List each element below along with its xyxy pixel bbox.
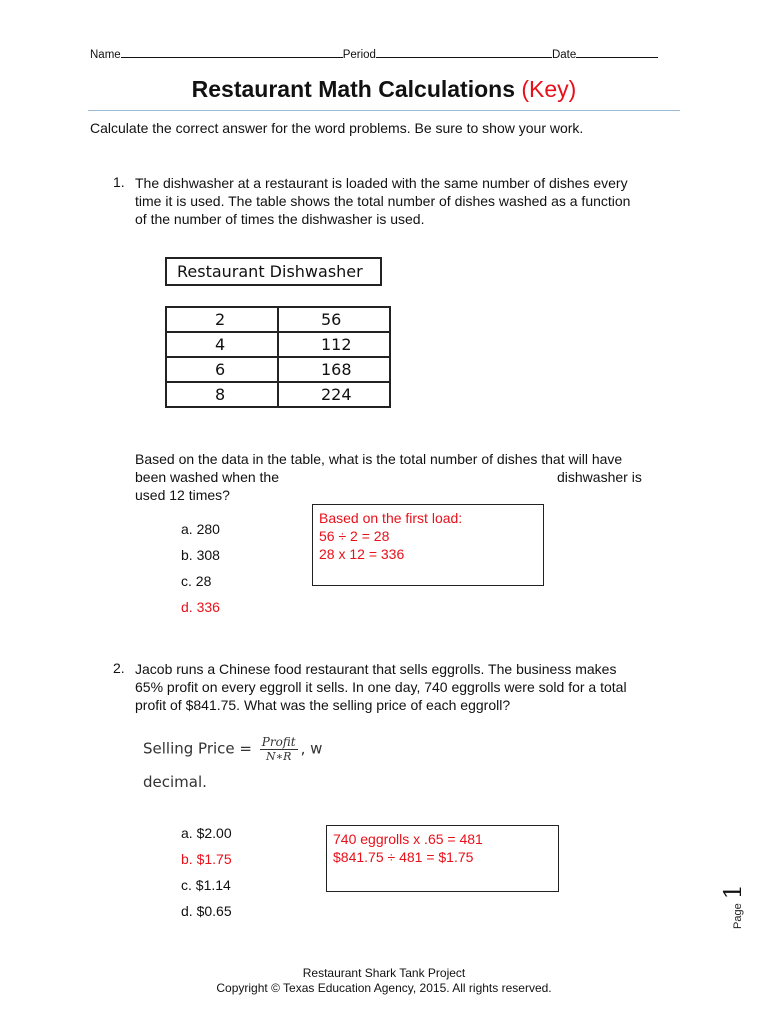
q2-number: 2.	[113, 660, 125, 676]
q1-work-line: 28 x 12 = 336	[319, 546, 405, 562]
table-cell-uses: 2	[166, 307, 278, 332]
period-blank[interactable]	[376, 46, 552, 58]
formula-denominator: N∗R	[266, 750, 292, 763]
q2-text-line: Jacob runs a Chinese food restaurant that sells eggrolls. The business makes	[135, 661, 617, 677]
dishwasher-table	[165, 306, 391, 408]
instructions: Calculate the correct answer for the word problems. Be sure to show your work.	[90, 120, 584, 136]
table-cell-dishes: 56	[278, 307, 390, 332]
period-label: Period	[342, 49, 376, 61]
q1-option-b[interactable]: b. 308	[181, 547, 220, 563]
formula-tail: , w	[300, 739, 323, 758]
page-label: Page	[732, 903, 744, 929]
q1-option-a[interactable]: a. 280	[181, 521, 220, 537]
q1-question-line: Based on the data in the table, what is the total number of dishes that will have	[135, 451, 623, 467]
q2-option-d[interactable]: d. $0.65	[181, 903, 232, 919]
table-cell-uses: 8	[166, 382, 278, 407]
q1-number: 1.	[113, 174, 125, 190]
q2-work-line: 740 eggrolls x .65 = 481	[333, 831, 483, 847]
q1-text	[135, 174, 630, 228]
q2-option-c[interactable]: c. $1.14	[181, 877, 231, 893]
q2-work-line: $841.75 ÷ 481 = $1.75	[333, 849, 474, 865]
name-blank[interactable]	[121, 46, 343, 58]
q1-work-box	[312, 504, 544, 586]
footer-project: Restaurant Shark Tank Project	[302, 966, 466, 980]
table-row	[166, 307, 390, 332]
formula-numerator: Profit	[261, 735, 296, 749]
q2-text	[135, 660, 627, 714]
q1-work-line: Based on the first load:	[319, 510, 463, 526]
name-label: Name	[90, 49, 121, 61]
title-key: (Key)	[521, 76, 577, 102]
date-blank[interactable]	[576, 46, 658, 58]
q1-option-d-correct[interactable]: d. 336	[181, 599, 220, 615]
q1-option-c[interactable]: c. 28	[181, 573, 212, 589]
table-cell-dishes: 168	[278, 357, 390, 382]
q1-question-line: been washed when the	[135, 469, 279, 485]
q1-question-line: used 12 times?	[135, 487, 230, 503]
table-row	[166, 357, 390, 382]
q1-work-line: 56 ÷ 2 = 28	[319, 528, 390, 544]
formula-fraction	[260, 735, 298, 763]
page-number-marker	[708, 880, 748, 930]
footer-copyright: Copyright © Texas Education Agency, 2015. All rights reserved.	[216, 981, 552, 995]
selling-price-formula	[143, 735, 322, 791]
table-cell-uses: 6	[166, 357, 278, 382]
q1-text-line: time it is used. The table shows the total number of dishes washed as a function	[135, 193, 631, 209]
table-cell-dishes: 224	[278, 382, 390, 407]
page-title	[0, 76, 768, 103]
q1-text-line: The dishwasher at a restaurant is loaded with the same number of dishes every	[135, 175, 628, 191]
formula-line2: decimal.	[143, 773, 207, 791]
table-row	[166, 332, 390, 357]
q1-text-line: of the number of times the dishwasher is used.	[135, 211, 425, 227]
page-number: 1	[719, 884, 747, 900]
table-cell-dishes: 112	[278, 332, 390, 357]
q2-option-b-correct[interactable]: b. $1.75	[181, 851, 232, 867]
table-cell-uses: 4	[166, 332, 278, 357]
q1-question-line: dishwasher is	[557, 469, 642, 485]
table-title: Restaurant Dishwasher	[165, 257, 382, 286]
table-row	[166, 382, 390, 407]
title-divider	[88, 110, 680, 111]
student-info-line	[90, 46, 678, 61]
formula-label: Selling Price =	[143, 739, 252, 758]
q2-text-line: 65% profit on every eggroll it sells. In one day, 740 eggrolls were sold for a total	[135, 679, 627, 695]
q2-option-a[interactable]: a. $2.00	[181, 825, 232, 841]
title-main: Restaurant Math Calculations	[191, 76, 515, 102]
q2-text-line: profit of $841.75. What was the selling price of each eggroll?	[135, 697, 511, 713]
date-label: Date	[551, 49, 577, 61]
q2-work-box	[326, 825, 559, 892]
